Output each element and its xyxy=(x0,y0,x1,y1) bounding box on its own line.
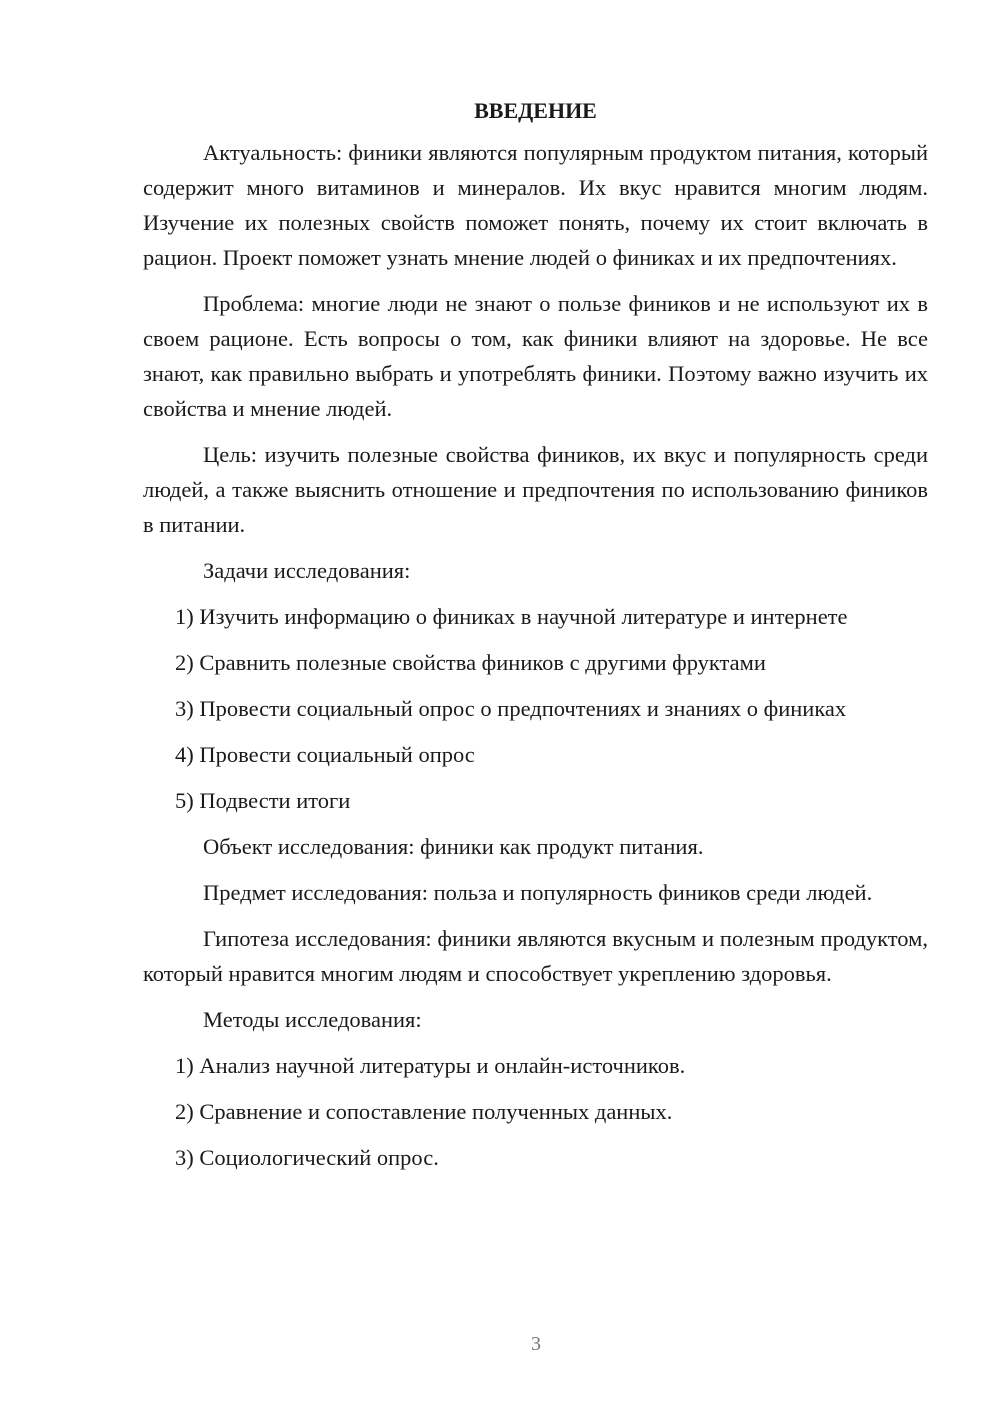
list-item: 1) Анализ научной литературы и онлайн-источников. xyxy=(175,1053,686,1078)
page-content xyxy=(143,96,928,1186)
relevance-paragraph: Актуальность: финики являются популярным продуктом питания, который содержит много витаминов и минералов. Их вкус нравится многим людям. Изучение их полезных свойств поможет понять, почему их стоит включать в рацион. Проект поможет узнать мнение людей о финиках и их предпочтениях. xyxy=(143,140,928,270)
tasks-heading: Задачи исследования: xyxy=(203,558,411,583)
methods-list xyxy=(143,1048,928,1175)
list-item: 4) Провести социальный опрос xyxy=(175,742,475,767)
list-item: 2) Сравнение и сопоставление полученных данных. xyxy=(175,1099,673,1124)
hypothesis-paragraph: Гипотеза исследования: финики являются вкусным и полезным продуктом, который нравится многим людям и способствует укреплению здоровья. xyxy=(143,926,928,986)
list-item: 2) Сравнить полезные свойства фиников с другими фруктами xyxy=(175,650,766,675)
methods-heading: Методы исследования: xyxy=(203,1007,422,1032)
list-item: 1) Изучить информацию о финиках в научной литературе и интернете xyxy=(175,604,848,629)
list-item: 5) Подвести итоги xyxy=(175,788,351,813)
subject-paragraph: Предмет исследования: польза и популярность фиников среди людей. xyxy=(203,880,873,905)
object-paragraph: Объект исследования: финики как продукт питания. xyxy=(203,834,704,859)
problem-paragraph: Проблема: многие люди не знают о пользе фиников и не используют их в своем рационе. Есть вопросы о том, как финики влияют на здоровье. Не все знают, как правильно выбрать и употреблять финики. Поэтому важно изучить их свойства и мнение людей. xyxy=(143,291,928,421)
list-item: 3) Провести социальный опрос о предпочтениях и знаниях о финиках xyxy=(175,696,847,721)
goal-paragraph: Цель: изучить полезные свойства фиников, их вкус и популярность среди людей, а также выяснить отношение и предпочтения по использованию фиников в питании. xyxy=(143,442,928,537)
section-title: ВВЕДЕНИЕ xyxy=(474,98,597,123)
tasks-list xyxy=(143,599,928,818)
page-number: 3 xyxy=(531,1333,541,1355)
list-item: 3) Социологический опрос. xyxy=(175,1145,439,1170)
